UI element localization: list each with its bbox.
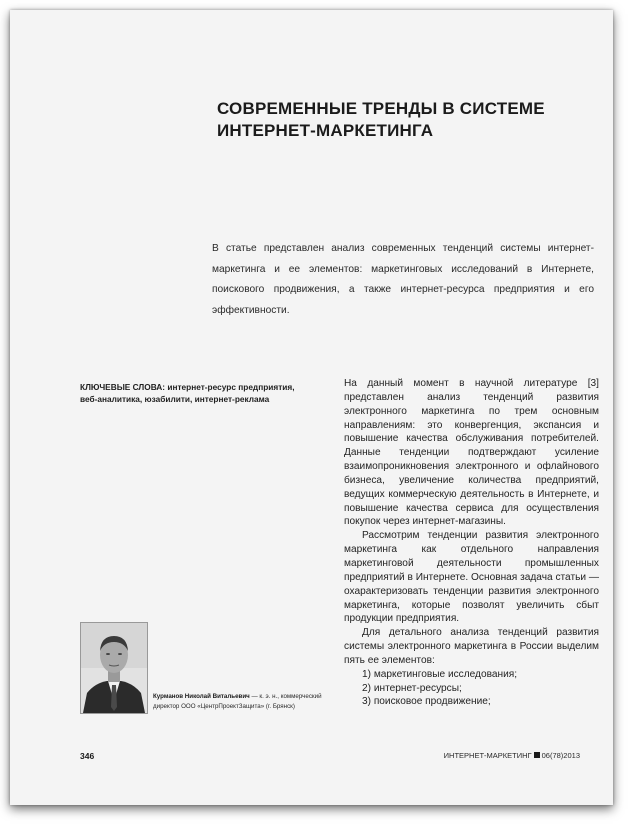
journal-page <box>10 10 613 805</box>
keywords-label: КЛЮЧЕВЫЕ СЛОВА: <box>80 382 166 392</box>
author-details: — к. э. н., коммерческий директор ООО «ЦентрПроектЗащита» (г. Брянск) <box>153 693 322 710</box>
keywords-text: интернет-ресурс предприятия, веб-аналитика, юзабилити, интернет-реклама <box>80 382 295 404</box>
journal-footer <box>444 751 580 760</box>
page-number: 346 <box>80 751 95 761</box>
author-name: Курманов Николай Витальевич <box>153 693 250 700</box>
list-item: 2) интернет-ресурсы; <box>362 682 462 694</box>
article-title <box>217 98 577 142</box>
journal-issue: 06(78)2013 <box>541 751 580 760</box>
list-item: 3) поисковое продвижение; <box>362 696 491 708</box>
body-paragraph-1: На данный момент в научной литературе [3] представлен анализ тенденций развития электронного маркетинга по трем основным направлениям: это конвергенция, экспансия и повышение качества обслуживания потребителей. Данные тенденции подтверждают усиление взаимопроникновения электронного и офлайнового бизнеса, увеличение количества предприятий, ведущих коммерческую деятельность в Интернете, и повышение качества сервиса для осуществления покупок через интернет-магазины. <box>344 378 599 528</box>
article-title-line-1: СОВРЕМЕННЫЕ ТРЕНДЫ В СИСТЕМЕ <box>217 99 545 118</box>
keywords-block <box>80 381 305 405</box>
article-body <box>344 377 599 709</box>
journal-name: ИНТЕРНЕТ-МАРКЕТИНГ <box>443 751 532 760</box>
author-info <box>153 692 333 711</box>
list-item: 1) маркетинговые исследования; <box>362 668 518 680</box>
author-portrait-image <box>81 623 147 713</box>
body-paragraph-3: Для детального анализа тенденций развития системы электронного маркетинга в России выделим пять ее элементов: <box>344 627 599 666</box>
square-bullet-icon <box>534 752 540 758</box>
article-title-line-2: ИНТЕРНЕТ-МАРКЕТИНГА <box>217 121 434 140</box>
body-paragraph-2: Рассмотрим тенденции развития электронного маркетинга как отдельного направления маркетинговой деятельности промышленных предприятий в Интернете. Основная задача статьи — охарактеризовать тенденции развития электронного маркетинга, которые позволят увеличить сбыт продукции предприятия. <box>344 530 599 625</box>
author-photo <box>80 622 148 714</box>
article-abstract: В статье представлен анализ современных тенденций системы интернет-маркетинга и ее элементов: маркетинговых исследований в Интернете, поискового продвижения, а также интернет-ресурса предприятия и его эффективности. <box>212 243 594 316</box>
